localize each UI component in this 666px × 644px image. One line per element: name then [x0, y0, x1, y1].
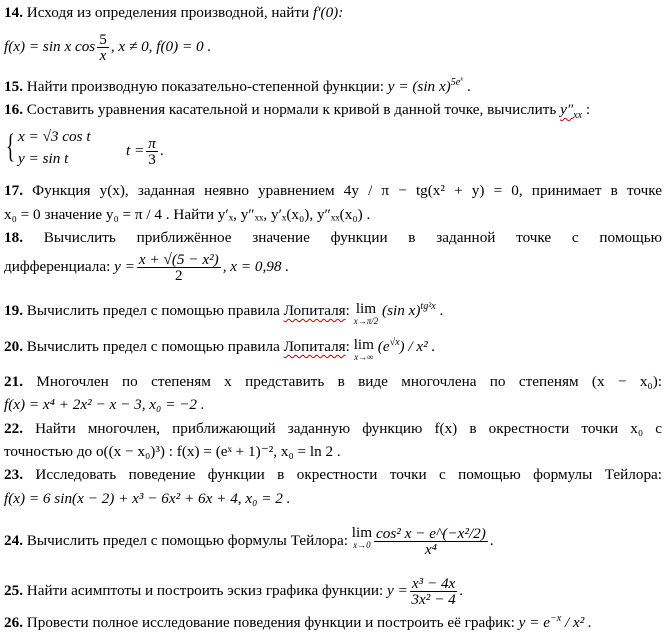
limit-operator: lim: [353, 336, 374, 353]
problem-text: Вычислить предел с помощью правила: [26, 338, 280, 355]
limit-operator: lim: [355, 300, 377, 317]
problem-number: 25.: [4, 581, 23, 599]
exponent: tg²x: [420, 300, 436, 312]
problem-24: [4, 526, 662, 557]
exponent: −x: [549, 612, 562, 624]
problem-text: Составить уравнения касательной и нормали к кривой в данной точке, вычислить: [26, 101, 557, 118]
problem-22-line2: [4, 443, 662, 461]
punctuation: .: [159, 141, 164, 159]
denominator: 3x² − 4: [411, 591, 456, 608]
problem-14-formula: [4, 32, 662, 63]
limit: [352, 526, 372, 550]
punctuation: :: [345, 302, 350, 319]
problem-17-line2: [4, 206, 662, 224]
formula: y = (sin x): [387, 78, 451, 95]
problem-number: 23.: [4, 466, 23, 483]
punctuation: :: [345, 338, 350, 355]
problem-22-line1: [4, 420, 662, 438]
limit-subscript: x→π/2: [353, 316, 379, 326]
problem-number: 15.: [4, 78, 23, 95]
numerator: cos² x − e^(−x²/2): [376, 525, 486, 542]
exponent: x: [460, 75, 464, 83]
problem-text: x₀ = 0 значение y₀ = π / 4 . Найти y′ₓ, y″ₓₓ, y′ₓ(x₀), y″ₓₓ(x₀) .: [4, 206, 371, 223]
problem-text: Провести полное исследование поведения функции и построить её график:: [26, 614, 515, 631]
problem-23-line1: [4, 466, 662, 484]
problem-25: [4, 576, 662, 607]
problem-15: [4, 75, 662, 96]
limit-subscript: x→0: [353, 540, 371, 550]
formula: f(x) = 6 sin(x − 2) + x³ − 6x² + 6x + 4, x₀ = 2 .: [4, 490, 291, 507]
problem-text: Найти производную показательно-степенной функции:: [26, 78, 384, 95]
problem-16-system: [4, 126, 662, 172]
formula: / x² .: [561, 614, 592, 631]
problem-text: Найти многочлен, приближающий заданную функцию f(x) в окрестности точки x₀ с: [35, 420, 663, 437]
problem-21-line1: [4, 373, 662, 391]
formula: (e: [377, 338, 390, 355]
subscript: xx: [573, 110, 583, 122]
problem-26: [4, 614, 662, 632]
denominator: 2: [175, 267, 183, 284]
problem-20: [4, 338, 662, 362]
problem-14-title: [4, 4, 662, 22]
fraction: [374, 526, 488, 557]
problem-18-line2: [4, 252, 662, 283]
exponent: √x: [389, 336, 400, 348]
problem-text: Найти асимптоты и построить эскиз графика функции:: [26, 581, 384, 599]
rule-name: Лопиталя: [283, 338, 346, 355]
problem-number: 24.: [4, 531, 23, 549]
formula: , x = 0,98 .: [222, 257, 290, 275]
fraction: [137, 252, 221, 283]
punctuation: .: [459, 581, 464, 599]
punctuation: .: [489, 531, 494, 549]
brace: {: [6, 128, 15, 165]
problem-23-line2: [4, 490, 662, 508]
problem-text: Исследовать поведение функции в окрестности точки с помощью формулы Тейлора:: [35, 466, 663, 483]
problem-number: 22.: [4, 420, 23, 437]
formula: t =: [126, 141, 145, 159]
problem-19: [4, 302, 662, 326]
formula: x = √3 cos t: [18, 128, 91, 145]
rule-name: Лопиталя: [283, 302, 346, 319]
problem-text: Вычислить приближённое значение функции в заданной точке с помощью: [43, 229, 663, 246]
problem-number: 21.: [4, 373, 23, 390]
numerator: x³ − 4x: [411, 575, 456, 592]
fraction: [410, 576, 457, 607]
problem-number: 18.: [4, 229, 23, 246]
denominator: x: [99, 47, 107, 64]
problem-number: 19.: [4, 302, 23, 319]
limit-subscript: x→∞: [354, 352, 374, 362]
formula: y =: [387, 581, 408, 599]
formula: [126, 136, 164, 167]
problem-21-line2: [4, 396, 662, 414]
problem-number: 17.: [4, 182, 23, 199]
problem-text: Исходя из определения производной, найти: [26, 4, 310, 21]
problem-number: 16.: [4, 101, 23, 118]
problem-number: 20.: [4, 338, 23, 355]
limit: [354, 338, 374, 362]
formula: y = e: [518, 614, 550, 631]
denominator: x⁴: [424, 541, 437, 558]
problem-text: дифференциала:: [4, 257, 111, 275]
formula: , x ≠ 0, f(0) = 0 .: [110, 37, 212, 55]
fraction: [146, 136, 158, 167]
formula: [560, 101, 583, 122]
problem-number: 14.: [4, 4, 23, 21]
denominator: 3: [148, 151, 156, 168]
problem-text: Функция y(x), заданная неявно уравнением 4y / π − tg(x² + y) = 0, принимает в точке: [32, 182, 663, 199]
formula: f′(0):: [312, 4, 344, 21]
problem-text: точностью до o((x − x₀)³) : f(x) = (eˣ + 1)⁻², x₀ = ln 2 .: [4, 443, 341, 460]
problem-number: 26.: [4, 614, 23, 631]
formula: f(x) = sin x cos: [4, 37, 96, 55]
numerator: 5: [99, 31, 107, 48]
problem-18-line1: [4, 229, 662, 247]
fraction: [97, 32, 109, 63]
formula: y =: [114, 257, 135, 275]
formula: y = sin t: [18, 150, 69, 167]
punctuation: :: [582, 101, 591, 118]
punctuation: .: [435, 302, 444, 319]
limit-operator: lim: [351, 524, 373, 541]
formula: y″: [560, 101, 574, 118]
numerator: x + √(5 − x²): [138, 251, 219, 268]
problem-text: Вычислить предел с помощью формулы Тейлора:: [26, 531, 348, 549]
problem-text: Вычислить предел с помощью правила: [26, 302, 280, 319]
numerator: π: [148, 135, 156, 152]
punctuation: .: [463, 78, 471, 95]
formula: f(x) = x⁴ + 2x² − x − 3, x₀ = −2 .: [4, 396, 205, 413]
problem-text: Многочлен по степеням x представить в виде многочлена по степеням (x − x₀):: [36, 373, 663, 390]
exponent: 5e: [450, 76, 461, 88]
formula: (sin x): [382, 302, 421, 319]
problem-17-line1: [4, 182, 662, 200]
limit: [354, 302, 379, 326]
problem-16-title: [4, 101, 662, 122]
formula: ) / x² .: [399, 338, 436, 355]
